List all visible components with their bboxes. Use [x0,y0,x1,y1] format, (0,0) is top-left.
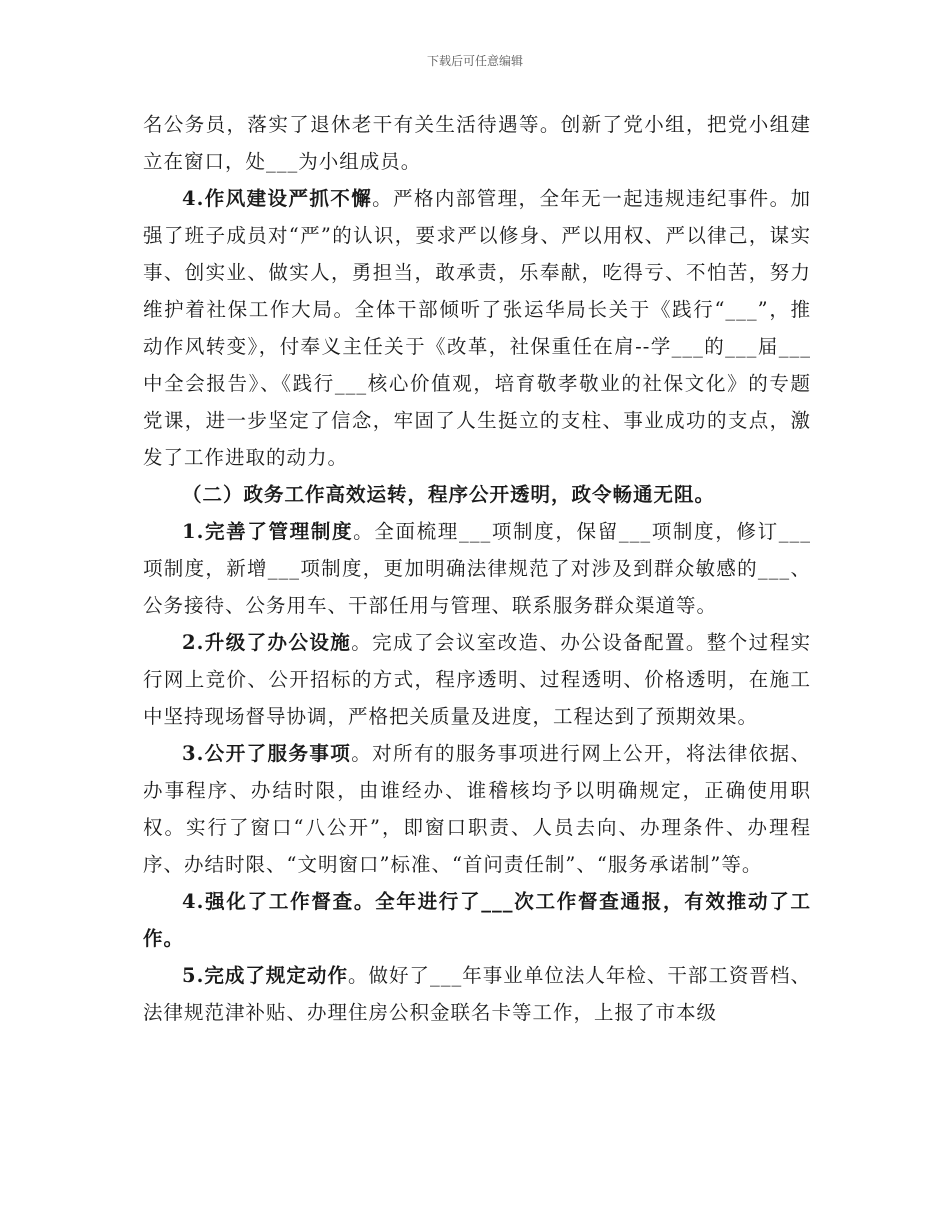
paragraph-6 [143,735,811,883]
section-heading: （二）政务工作高效运转，程序公开透明，政令畅通无阻。 [182,483,716,506]
paragraph-5-lead: 2.升级了办公设施 [182,631,352,654]
paragraph-6-lead: 3.公开了服务事项 [182,742,352,765]
paragraph-2-text: 。严格内部管理，全年无一起违规违纪事件。加强了班子成员对“严”的认识，要求严以修身、严以用权、严以律己，谋实事、创实业、做实人，勇担当，敢承责，乐奉献，吃得亏、不怕苦，努力维护着社保工作大局。全体干部倾听了张运华局长关于《践行“___”，推动作风转变》，付奉义主任关于《改革，社保重任在肩--学___的___届___中全会报告》、《践行___核心价值观，培育敬孝敬业的社保文化》的专题党课，进一步坚定了信念，牢固了人生挺立的支柱、事业成功的支点，激发了工作进取的动力。 [143,187,811,469]
paragraph-2-lead: 4.作风建设严抓不懈 [182,187,373,210]
paragraph-7: 4.强化了工作督查。全年进行了___次工作督查通报，有效推动了工作。 [143,890,811,950]
paragraph-8 [143,957,811,1031]
paragraph-6-text: 。对所有的服务事项进行网上公开，将法律依据、办事程序、办结时限，由谁经办、谁稽核均予以明确规定，正确使用职权。实行了窗口“八公开”，即窗口职责、人员去向、办理条件、办理程序、办结时限、“文明窗口”标准、“首问责任制”、“服务承诺制”等。 [143,742,811,876]
document-body [143,106,811,1031]
paragraph-2 [143,180,811,476]
paragraph-4 [143,513,811,624]
paragraph-8-lead: 5.完成了规定动作 [182,964,348,987]
paragraph-5 [143,624,811,735]
paragraph-4-lead: 1.完善了管理制度 [182,520,354,543]
paragraph-8-text: 。做好了___年事业单位法人年检、干部工资晋档、法律规范津补贴、办理住房公积金联名卡等工作，上报了市本级 [143,964,811,1024]
paragraph-1: 名公务员，落实了退休老干有关生活待遇等。创新了党小组，把党小组建立在窗口，处___为小组成员。 [143,113,811,173]
paragraph-4-text: 。全面梳理___项制度，保留___项制度，修订___项制度，新增___项制度，更加明确法律规范了对涉及到群众敏感的___、公务接待、公务用车、干部任用与管理、联系服务群众渠道等。 [143,520,811,617]
paragraph-5-text: 。完成了会议室改造、办公设备配置。整个过程实行网上竞价、公开招标的方式，程序透明、过程透明、价格透明，在施工中坚持现场督导协调，严格把关质量及进度，工程达到了预期效果。 [143,631,811,728]
page-header: 下载后可任意编辑 [426,54,523,68]
